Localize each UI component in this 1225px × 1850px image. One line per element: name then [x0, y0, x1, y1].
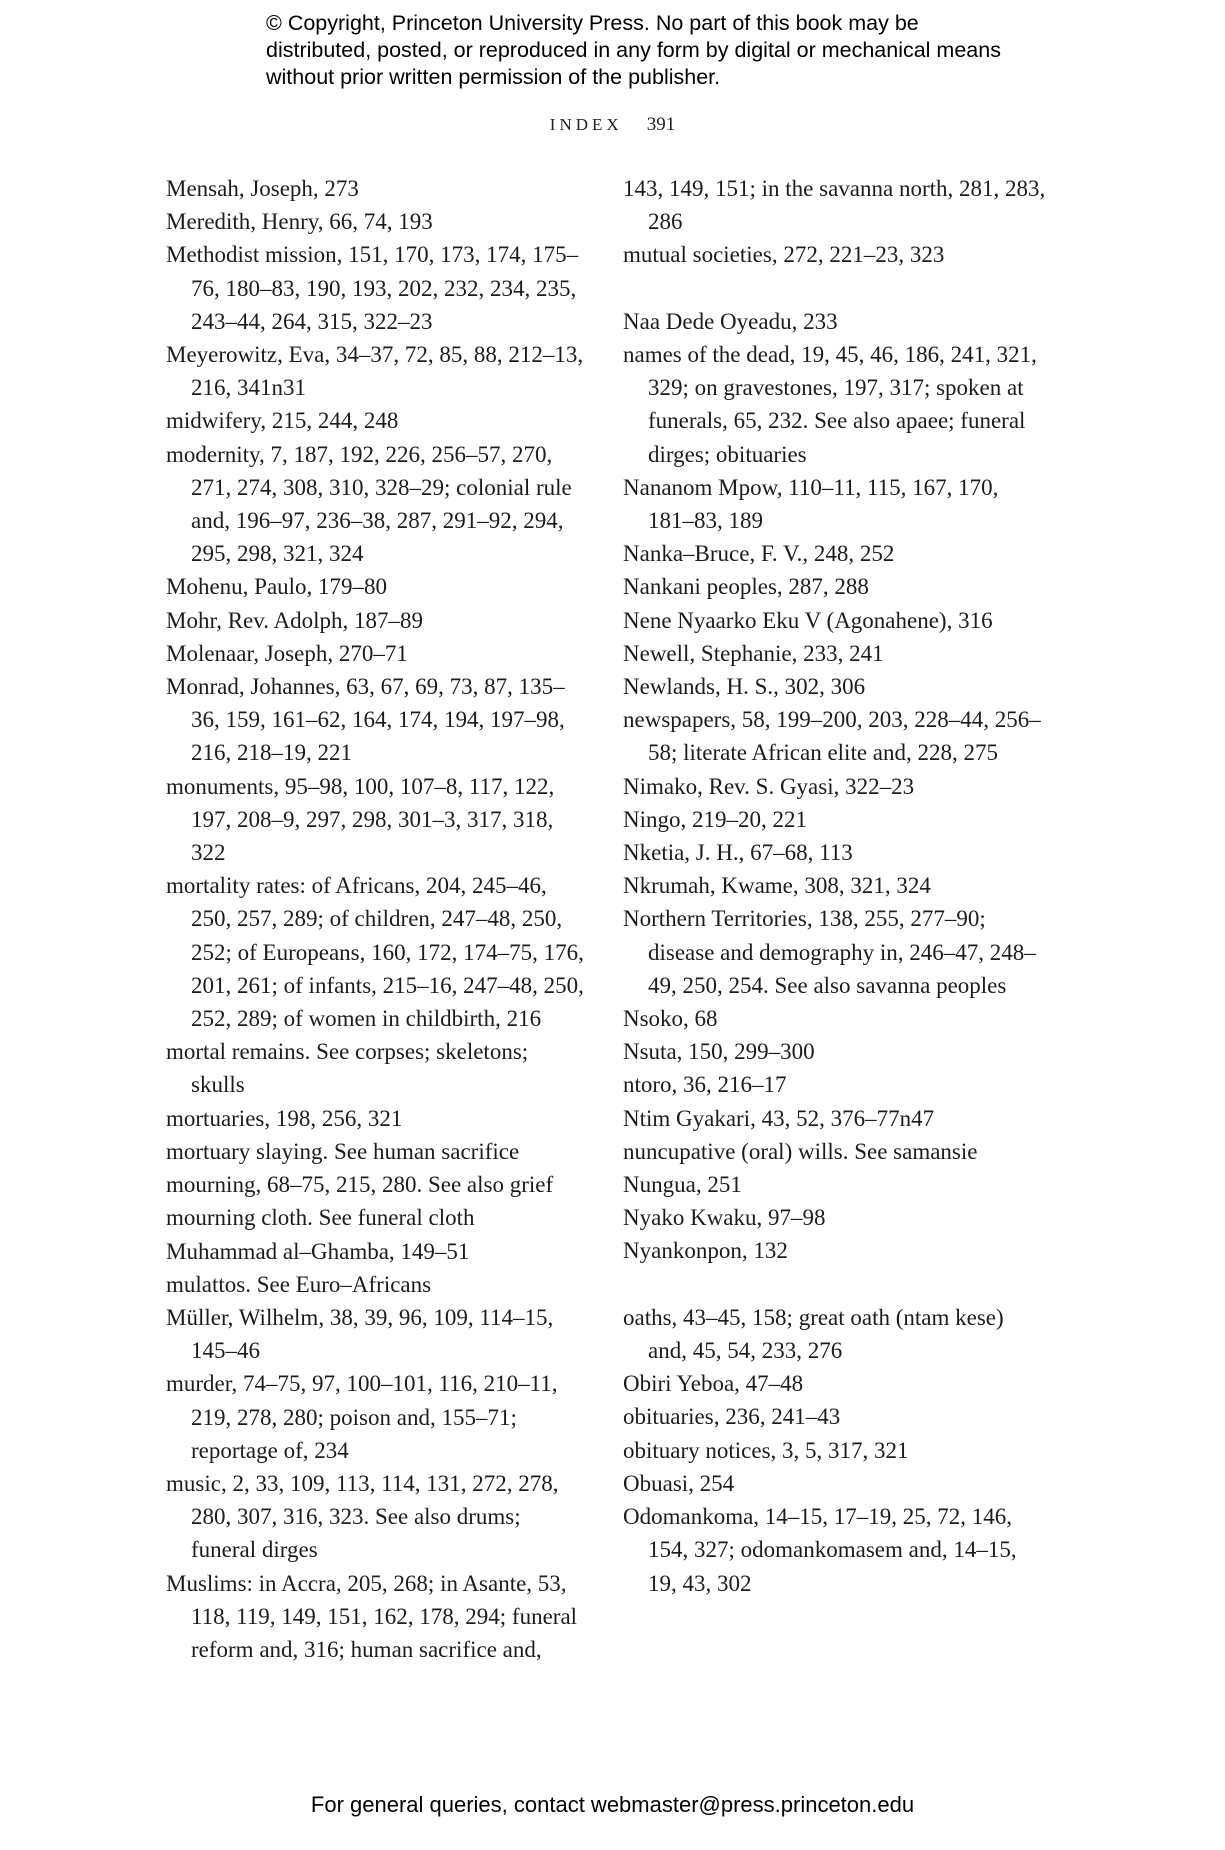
index-entry: obituary notices, 3, 5, 317, 321 — [623, 1437, 909, 1463]
index-entry: midwifery, 215, 244, 248 — [166, 408, 399, 434]
index-entry: oaths, 43–45, 158; great oath (ntam kese) and, 45, 54, 233, 276 — [623, 1304, 1004, 1364]
index-entry: 143, 149, 151; in the savanna north, 281, 283, 286 — [623, 176, 1046, 235]
index-column-right — [623, 172, 1048, 1600]
index-entry: mourning, 68–75, 215, 280. See also grief — [166, 1172, 554, 1198]
index-entry: newspapers, 58, 199–200, 203, 228–44, 256–58; literate African elite and, 228, 275 — [623, 707, 1041, 766]
index-entry: names of the dead, 19, 45, 46, 186, 241, 321, 329; on gravestones, 197, 317; spoken at funerals, 65, 232. See also apaee; funeral dirges; obituaries — [623, 342, 1037, 467]
index-entry: Mensah, Joseph, 273 — [166, 176, 359, 201]
index-entry: music, 2, 33, 109, 113, 114, 131, 272, 278, 280, 307, 316, 323. See also drums; funeral dirges — [166, 1470, 559, 1563]
index-entry: Mohr, Rev. Adolph, 187–89 — [166, 607, 423, 633]
index-entry: Nkrumah, Kwame, 308, 321, 324 — [623, 873, 931, 899]
index-entry: murder, 74–75, 97, 100–101, 116, 210–11, 219, 278, 280; poison and, 155–71; reportage of, 234 — [166, 1371, 558, 1463]
index-entry: Monrad, Johannes, 63, 67, 69, 73, 87, 135–36, 159, 161–62, 164, 174, 194, 197–98, 216, 218–19, 221 — [166, 674, 565, 766]
index-entry: ntoro, 36, 216–17 — [623, 1072, 787, 1098]
index-entry: Newlands, H. S., 302, 306 — [623, 674, 866, 700]
index-entry: Mohenu, Paulo, 179–80 — [166, 574, 388, 600]
footer-contact: For general queries, contact webmaster@press.princeton.edu — [310, 1792, 915, 1817]
index-entry: Nyako Kwaku, 97–98 — [623, 1205, 826, 1231]
index-entry: Müller, Wilhelm, 38, 39, 96, 109, 114–15, 145–46 — [166, 1304, 554, 1364]
index-entry: Ningo, 219–20, 221 — [623, 806, 807, 832]
index-entry: mutual societies, 272, 221–23, 323 — [623, 242, 945, 268]
index-entry: mortuary slaying. See human sacrifice — [166, 1138, 520, 1164]
index-entry: Nanka–Bruce, F. V., 248, 252 — [623, 541, 895, 567]
index-entry: monuments, 95–98, 100, 107–8, 117, 122, 197, 208–9, 297, 298, 301–3, 317, 318, 322 — [166, 773, 555, 866]
index-entry: modernity, 7, 187, 192, 226, 256–57, 270, 271, 274, 308, 310, 328–29; colonial rule and, 196–97, 236–38, 287, 291–92, 294, 295, 298, 321, 324 — [166, 441, 572, 567]
index-entry: mortuaries, 198, 256, 321 — [166, 1105, 403, 1131]
index-entry: Nketia, J. H., 67–68, 113 — [623, 840, 853, 866]
index-entry: mortality rates: of Africans, 204, 245–46, 250, 257, 289; of children, 247–48, 250, 252; of Europeans, 160, 172, 174–75, 176, 201, 261; of infants, 215–16, 247–48, 250, 252, 289; of women in childbirth, 216 — [166, 873, 584, 1032]
index-entry: Nimako, Rev. S. Gyasi, 322–23 — [623, 773, 915, 799]
index-entry: Ntim Gyakari, 43, 52, 376–77n47 — [623, 1105, 935, 1131]
index-entry: Muhammad al–Ghamba, 149–51 — [166, 1238, 470, 1264]
page-number: 391 — [646, 114, 676, 135]
index-entry: Obuasi, 254 — [623, 1470, 735, 1496]
index-entry: Muslims: in Accra, 205, 268; in Asante, 53, 118, 119, 149, 151, 162, 178, 294; funeral reform and, 316; human sacrifice and, — [166, 1570, 578, 1662]
index-entry: nuncupative (oral) wills. See samansie — [623, 1138, 978, 1164]
index-entry: Nsoko, 68 — [623, 1006, 718, 1032]
index-entry: Nankani peoples, 287, 288 — [623, 574, 869, 600]
index-entry: Meyerowitz, Eva, 34–37, 72, 85, 88, 212–13, 216, 341n31 — [166, 342, 584, 401]
index-entry: Nungua, 251 — [623, 1172, 742, 1198]
index-entry: mortal remains. See corpses; skeletons; skulls — [166, 1039, 529, 1098]
index-entry: mulattos. See Euro–Africans — [166, 1271, 432, 1297]
index-entry: Meredith, Henry, 66, 74, 193 — [166, 209, 433, 235]
running-head-title: INDEX — [549, 115, 623, 134]
index-entry: Methodist mission, 151, 170, 173, 174, 175–76, 180–83, 190, 193, 202, 232, 234, 235, 243–44, 264, 315, 322–23 — [166, 242, 579, 334]
running-head — [0, 114, 1225, 136]
index-entry: Nyankonpon, 132 — [623, 1238, 788, 1264]
index-entry: Nananom Mpow, 110–11, 115, 167, 170, 181–83, 189 — [623, 474, 999, 534]
index-entry: Odomankoma, 14–15, 17–19, 25, 72, 146, 154, 327; odomankomasem and, 14–15, 19, 43, 302 — [623, 1504, 1017, 1596]
index-entry: Molenaar, Joseph, 270–71 — [166, 640, 408, 666]
index-entry: Nene Nyaarko Eku V (Agonahene), 316 — [623, 607, 993, 633]
index-column-left — [166, 172, 586, 1666]
section-gap — [623, 1268, 1048, 1301]
index-entry: Northern Territories, 138, 255, 277–90; disease and demography in, 246–47, 248–49, 250, 254. See also savanna peoples — [623, 906, 1036, 998]
section-gap — [623, 272, 1048, 305]
copyright-notice: © Copyright, Princeton University Press. No part of this book may be distributed, posted, or reproduced in any form by digital or mechanical means without prior written permission of the publisher. — [266, 11, 1001, 89]
index-entry: mourning cloth. See funeral cloth — [166, 1205, 475, 1231]
index-entry: Obiri Yeboa, 47–48 — [623, 1371, 804, 1397]
index-entry: Newell, Stephanie, 233, 241 — [623, 640, 884, 666]
index-entry: Nsuta, 150, 299–300 — [623, 1039, 815, 1065]
index-entry: obituaries, 236, 241–43 — [623, 1404, 841, 1430]
index-entry: Naa Dede Oyeadu, 233 — [623, 308, 838, 334]
